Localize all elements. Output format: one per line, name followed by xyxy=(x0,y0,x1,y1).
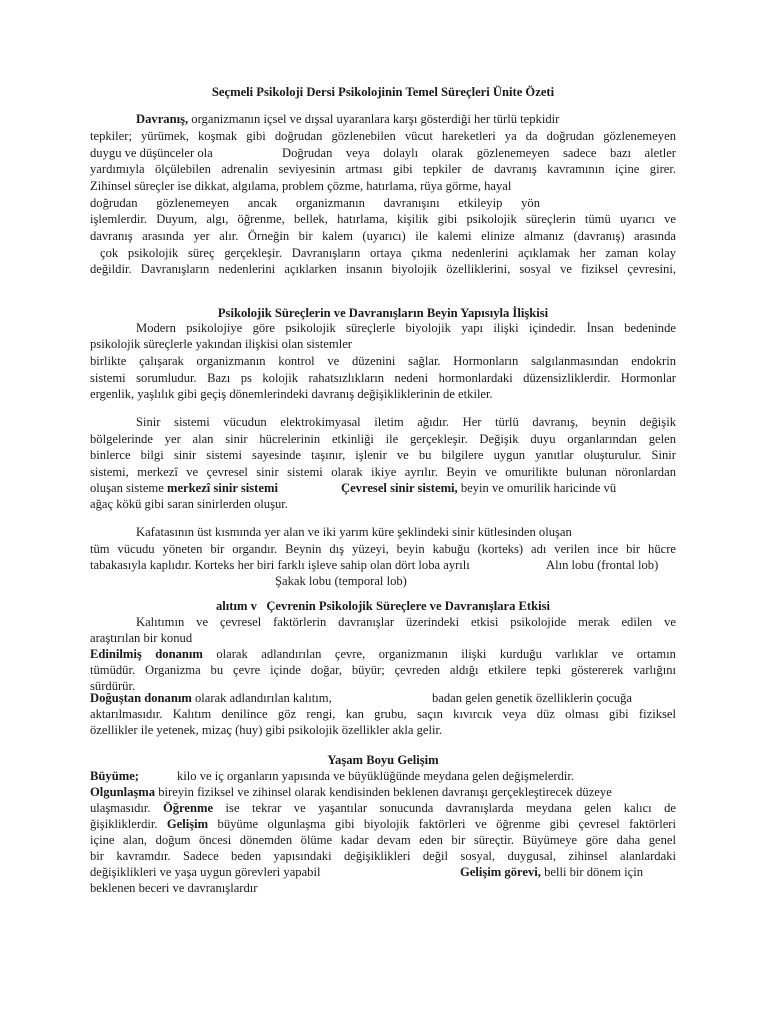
paragraph-line: duygu ve düşünceler ola xyxy=(90,146,213,160)
paragraph-line: Kalıtımın ve çevresel faktörlerin davranışlar üzerindeki etkisi psikolojide merak edilen ve xyxy=(136,615,676,629)
section-title-beyin-yapisi: Psikolojik Süreçlerin ve Davranışların Beyin Yapısıyla İlişkisi xyxy=(217,306,549,320)
paragraph-line: Çevresel sinir sistemi, beyin ve omurilik haricinde vü xyxy=(341,481,617,495)
paragraph-line: Doğuştan donanım olarak adlandırılan kalıtım, xyxy=(90,691,332,705)
paragraph-line: Zihinsel süreçler ise dikkat, algılama, problem çözme, hatırlama, rüya görme, hayal xyxy=(90,179,512,193)
term-buyume: Büyüme; xyxy=(90,769,139,783)
paragraph-line: Sinir sistemi vücudun elektrokimyasal iletim ağıdır. Her türlü davranış, beynin değişik xyxy=(136,415,676,429)
paragraph-line: çok psikolojik süreç gerçekleşir. Davranışların ortaya çıkma nedenlerini açıklamak her zaman kolay xyxy=(100,246,676,260)
paragraph-line: bölgelerinde yer alan sinir hücrelerinin etkinliği ile gerçekleşir. Değişik duyu organlarından gelen xyxy=(90,432,676,446)
term-cevresel-sinir-sistemi: Çevresel sinir sistemi, xyxy=(341,481,458,495)
paragraph-line: değildir. Davranışların nedenlerini açıklarken insanın biyolojik özelliklerini, sosyal ve fiziksel çevresini, xyxy=(90,262,676,276)
paragraph-line xyxy=(90,768,170,784)
paragraph-line: içine alan, doğum öncesi dönemden ölüme kadar devam eden bir süreçtir. Büyümeye göre daha genel xyxy=(90,833,676,847)
paragraph-line: aktarılmasıdır. Kalıtım denilince göz rengi, kan grubu, saçın kıvırcık veya düz olması gibi fiziksel xyxy=(90,707,676,721)
paragraph-line: özellikler ile yetenek, mizaç (huy) gibi psikolojik özellikler akla gelir. xyxy=(90,723,443,737)
term-gelisim: Gelişim xyxy=(166,817,209,831)
paragraph-line: Olgunlaşma bireyin fiziksel ve zihinsel olarak kendisinden beklenen davranışı gerçekleştirecek düzeye xyxy=(90,785,612,799)
paragraph-line: Gelişim görevi, belli bir dönem için xyxy=(460,865,644,879)
paragraph-line: yardımıyla ölçülebilen adrenalin seviyesinin artması gibi tepkiler de davranış kavramının içine girer. xyxy=(90,162,676,176)
paragraph-line: tabakasıyla kaplıdır. Korteks her biri farklı işleve sahip olan dört loba ayrılı xyxy=(90,558,470,572)
paragraph-line: davranış arasında yer alır. Örneğin bir kalem (uyarıcı) ile kalemi elinize almanız (davranış) arasında xyxy=(90,229,676,243)
term-ogrenme: Öğrenme xyxy=(162,801,214,815)
paragraph-line: Kafatasının üst kısmında yer alan ve iki yarım küre şeklindeki sinir kütlesinden oluşan xyxy=(136,525,572,539)
term-gelisim-gorevi: Gelişim görevi, xyxy=(460,865,541,879)
term-davranis: Davranış, xyxy=(136,112,189,126)
paragraph-line: kilo ve iç organların yapısında ve büyüklüğünde meydana gelen değişmelerdir. xyxy=(177,769,575,783)
section-title-temel-surecler: Seçmeli Psikoloji Dersi Psikolojinin Temel Süreçleri Ünite Özeti xyxy=(211,85,555,99)
paragraph-line: ulaşmasıdır. Öğrenme ise tekrar ve yaşantılar sonucunda davranışlarda meydana gelen kalıcı de xyxy=(90,801,676,815)
paragraph-line: oluşan sisteme merkezî sinir sistemi xyxy=(90,481,278,495)
paragraph-line: tepkiler; yürümek, koşmak gibi doğrudan gözlenebilen vücut hareketleri ya da doğrudan gözlenemeyen xyxy=(90,129,676,143)
paragraph-line: tümüdür. Organizma bu çevre içinde doğar, büyür; çevreden aldığı etkilere tepki göstererek varlığını xyxy=(90,663,676,677)
paragraph-line: bir kavramdır. Sadece beden yapısındaki değişiklikleri değil sosyal, duygusal, zihinsel alanlardaki xyxy=(90,849,676,863)
paragraph-line: Alın lobu (frontal lob) xyxy=(546,558,659,572)
paragraph-line: sistemi sorumludur. Bazı ps kolojik rahatsızlıkların nedeni hormonlardaki düzensizliklerdir. Hormonlar xyxy=(90,371,676,385)
paragraph-line: psikolojik süreçlerle yakından ilişkisi olan sistemler xyxy=(90,337,352,351)
paragraph-line: Şakak lobu (temporal lob) xyxy=(275,574,407,588)
paragraph-line: doğrudan gözlenemeyen ancak organizmanın davranışını etkileyip yön xyxy=(90,196,540,210)
paragraph-line: Davranış, organizmanın içsel ve dışsal uyaranlara karşı gösterdiği her türlü tepkidir xyxy=(136,112,560,126)
paragraph-line: birlikte çalışarak organizmanın kontrol ve düzenini sağlar. Hormonların salgılanmasından endokrin xyxy=(90,354,676,368)
paragraph-line: ergenlik, yaşlılık gibi geçiş dönemlerindeki davranış değişikliklerinin de etkiler. xyxy=(90,387,493,401)
section-title-yasam-boyu-gelisim: Yaşam Boyu Gelişim xyxy=(327,753,439,767)
paragraph-line: sürdürür. xyxy=(90,679,136,693)
paragraph-line: araştırılan bir konud xyxy=(90,631,193,645)
paragraph-line: ğişikliklerdir. Gelişim büyüme olgunlaşma gibi biyolojik faktörleri ve öğrenme gibi çevresel faktörleri xyxy=(90,817,676,831)
paragraph-line: işlemlerdir. Duyum, algı, öğrenme, bellek, hatırlama, kişilik gibi psikolojik süreçlerin tümü uyarıcı ve xyxy=(90,212,676,226)
paragraph-line: Doğrudan veya dolaylı olarak gözlenemeyen sadece bazı aletler xyxy=(282,146,676,160)
section-title-kalitim-cevre: alıtım v Çevrenin Psikolojik Süreçlere ve Davranışlara Etkisi xyxy=(215,599,551,613)
term-dogustan-donanim: Doğuştan donanım xyxy=(90,691,192,705)
paragraph-line: ağaç kökü gibi saran sinirlerden oluşur. xyxy=(90,497,288,511)
paragraph-line: Edinilmiş donanım olarak adlandırılan çevre, organizmanın ilişki kurduğu varlıklar ve ortamın xyxy=(90,647,676,661)
paragraph-line: badan gelen genetik özelliklerin çocuğa xyxy=(432,691,633,705)
term-merkezi-sinir-sistemi: merkezî sinir sistemi xyxy=(166,481,278,495)
paragraph-line: sistemi, merkezî ve çevresel sinir sistemi olarak ikiye ayrılır. Beyin ve omurilikte bulunan nöronlardan xyxy=(90,465,676,479)
paragraph-line: tüm vücudu yöneten bir organdır. Beynin dış yüzeyi, beyin kabuğu (korteks) adı verilen ince bir hücre xyxy=(90,542,676,556)
paragraph-line: beklenen beceri ve davranışlardır xyxy=(90,881,258,895)
term-edinilmis-donanim: Edinilmiş donanım xyxy=(90,647,203,661)
paragraph-line: binlerce bilgi sinir sistemi sayesinde taşınır, işlenir ve bu bilgilere uygun yanıtlar oluşturulur. Sinir xyxy=(90,448,676,462)
paragraph-line: Modern psikolojiye göre psikolojik süreçlerle biyolojik yapı ilişki içindedir. İnsan bedeninde xyxy=(136,321,676,335)
paragraph-line: değişiklikleri ve yaşa uygun görevleri yapabil xyxy=(90,865,321,879)
term-olgunlasma: Olgunlaşma xyxy=(90,785,156,799)
